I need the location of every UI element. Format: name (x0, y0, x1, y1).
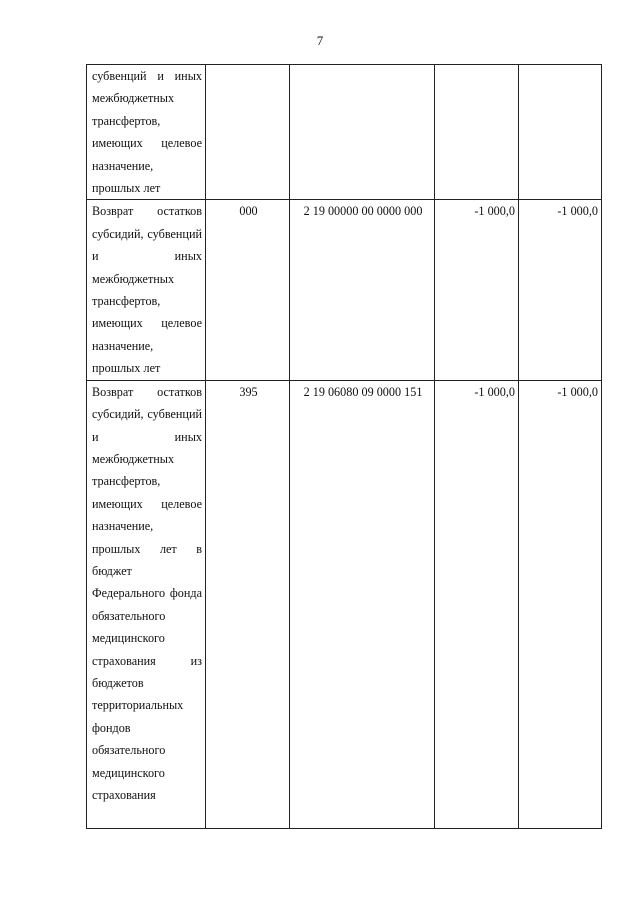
row-kbk-cell (290, 65, 435, 200)
row-name-cell: субвенций и иных межбюджетных трансфертов, имеющих целевое назначение, прошлых лет (87, 65, 206, 200)
row-amount1-cell: -1 000,0 (435, 380, 519, 828)
row-amount1-cell: -1 000,0 (435, 200, 519, 380)
table-row (87, 200, 602, 380)
table-row (87, 380, 602, 828)
row-amount1-cell (435, 65, 519, 200)
budget-table (86, 64, 602, 829)
row-name-cell: Возврат остатков субсидий, субвенций и иных межбюджетных трансфертов, имеющих целевое назначение, прошлых лет в бюджет Федерального фонда обязательного медицинского страхования из бюджетов территориальных фондов обязательного медицинского страхования (87, 380, 206, 828)
row-amount2-cell (519, 65, 602, 200)
row-admin-code-cell (206, 65, 290, 200)
row-amount2-cell: -1 000,0 (519, 380, 602, 828)
row-name-cell: Возврат остатков субсидий, субвенций и иных межбюджетных трансфертов, имеющих целевое назначение, прошлых лет (87, 200, 206, 380)
row-amount2-cell: -1 000,0 (519, 200, 602, 380)
row-admin-code-cell: 000 (206, 200, 290, 380)
table-row (87, 65, 602, 200)
row-kbk-cell: 2 19 06080 09 0000 151 (290, 380, 435, 828)
row-admin-code-cell: 395 (206, 380, 290, 828)
row-kbk-cell: 2 19 00000 00 0000 000 (290, 200, 435, 380)
page-number: 7 (316, 33, 324, 48)
